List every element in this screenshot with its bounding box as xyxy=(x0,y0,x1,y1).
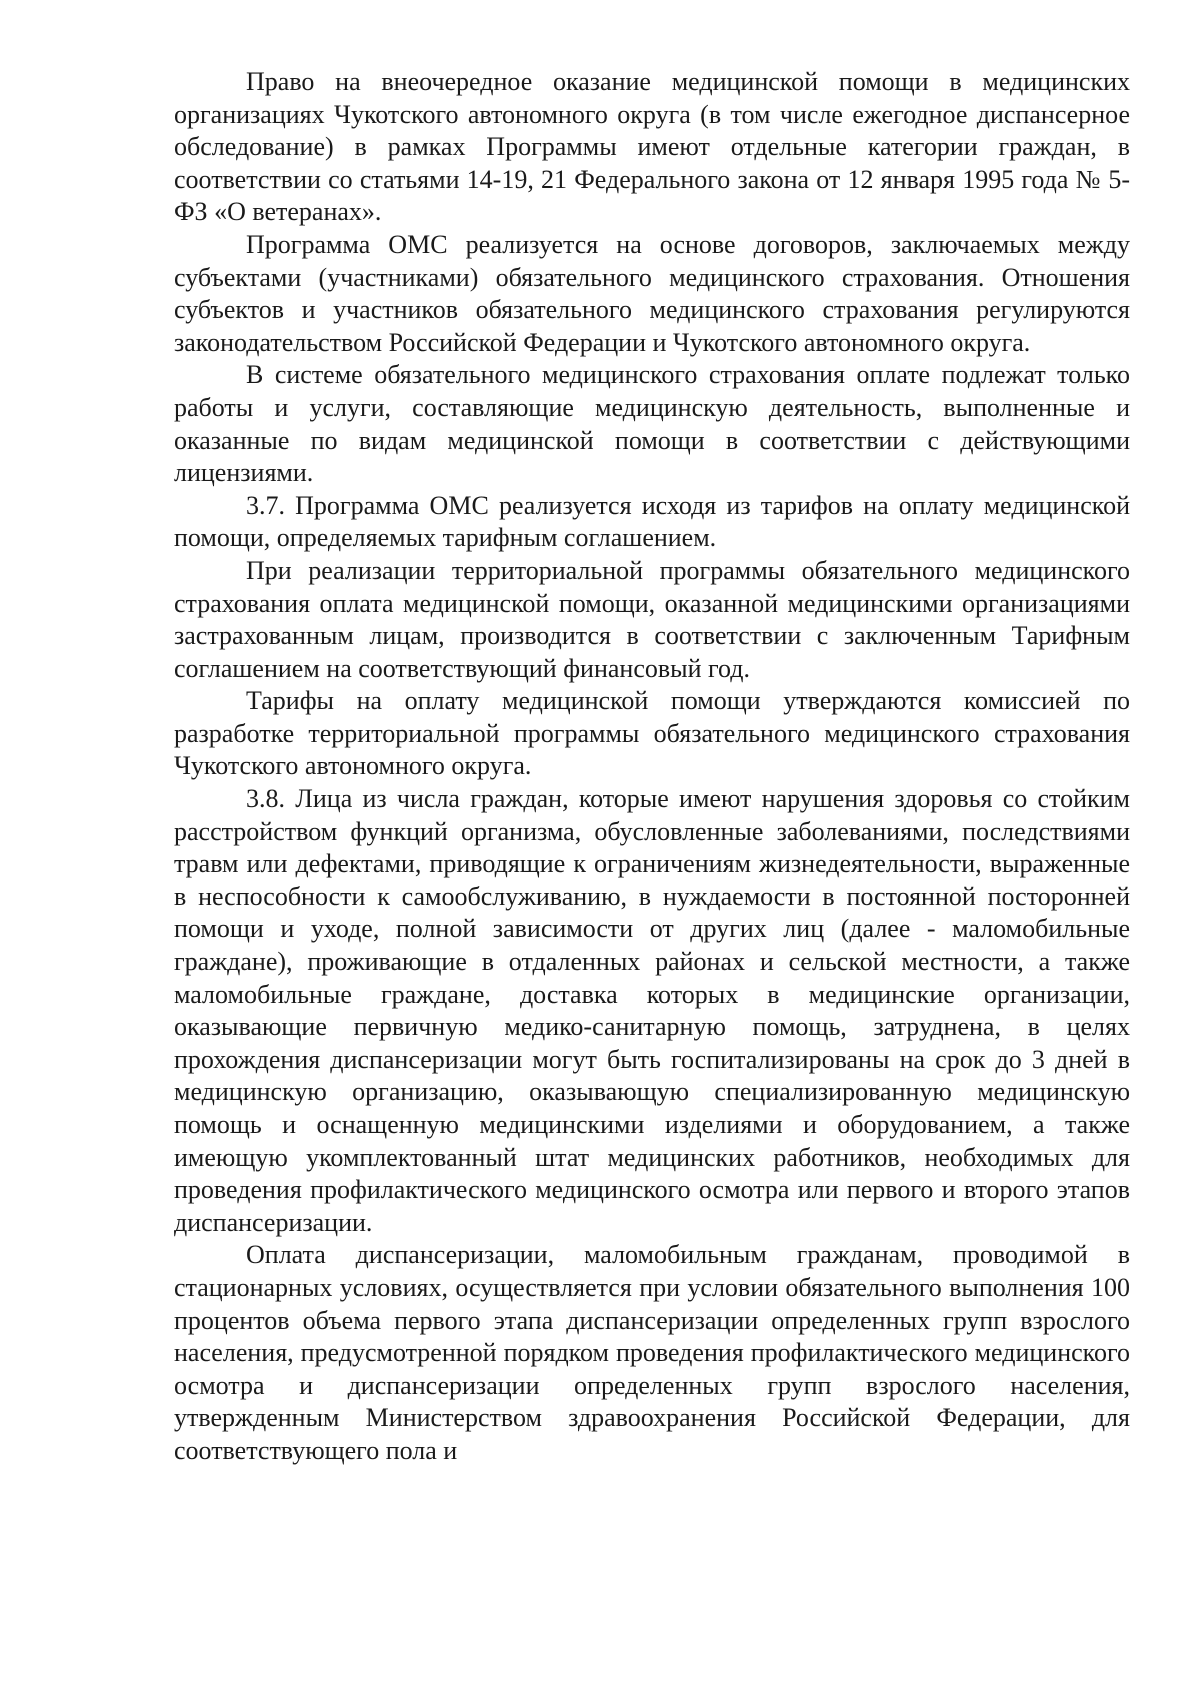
paragraph-section-3-7: 3.7. Программа ОМС реализуется исходя из тарифов на оплату медицинской помощи, определяемых тарифным соглашением. xyxy=(174,490,1130,553)
paragraph-tariff-commission: Тарифы на оплату медицинской помощи утверждаются комиссией по разработке территориальной программы обязательного медицинского страхования Чукотского автономного округа. xyxy=(174,686,1130,781)
paragraph-oms-contracts: Программа ОМС реализуется на основе договоров, заключаемых между субъектами (участниками) обязательного медицинского страхования. Отношения субъектов и участников обязательного медицинского страхования регулируются законодательством Российской Федерации и Чукотского автономного округа. xyxy=(174,229,1130,357)
paragraph-dispensary-payment: Оплата диспансеризации, маломобильным гражданам, проводимой в стационарных условиях, осуществляется при условии обязательного выполнения 100 процентов объема первого этапа диспансеризации определенных групп взрослого населения, предусмотренной порядком проведения профилактического медицинского осмотра и диспансеризации определенных групп взрослого населения, утвержденным Министерством здравоохранения Российской Федерации, для соответствующего пола и xyxy=(174,1240,1130,1465)
paragraph-tariff-agreement: При реализации территориальной программы обязательного медицинского страхования оплата медицинской помощи, оказанной медицинскими организациями застрахованным лицам, производится в соответствии с заключенным Тарифным соглашением на соответствующий финансовый год. xyxy=(174,555,1130,683)
paragraph-section-3-8: 3.8. Лица из числа граждан, которые имеют нарушения здоровья со стойким расстройством функций организма, обусловленные заболеваниями, последствиями травм или дефектами, приводящие к ограничениям жизнедеятельности, выраженные в неспособности к самообслуживанию, в нуждаемости в постоянной посторонней помощи и уходе, полной зависимости от других лиц (далее - маломобильные граждане), проживающие в отдаленных районах и сельской местности, а также маломобильные граждане, доставка которых в медицинские организации, оказывающие первичную медико-санитарную помощь, затруднена, в целях прохождения диспансеризации могут быть госпитализированы на срок до 3 дней в медицинскую организацию, оказывающую специализированную медицинскую помощь и оснащенную медицинскими изделиями и оборудованием, а также имеющую укомплектованный штат медицинских работников, необходимых для проведения профилактического медицинского осмотра или первого и второго этапов диспансеризации. xyxy=(174,784,1130,1237)
document-body xyxy=(174,66,1130,1468)
paragraph-oms-payment-licenses: В системе обязательного медицинского страхования оплате подлежат только работы и услуги, составляющие медицинскую деятельность, выполненные и оказанные по видам медицинской помощи в соответствии с действующими лицензиями. xyxy=(174,360,1130,488)
paragraph-extraordinary-care: Право на внеочередное оказание медицинской помощи в медицинских организациях Чукотского автономного округа (в том числе ежегодное диспансерное обследование) в рамках Программы имеют отдельные категории граждан, в соответствии со статьями 14-19, 21 Федерального закона от 12 января 1995 года № 5-ФЗ «О ветеранах». xyxy=(174,67,1130,227)
